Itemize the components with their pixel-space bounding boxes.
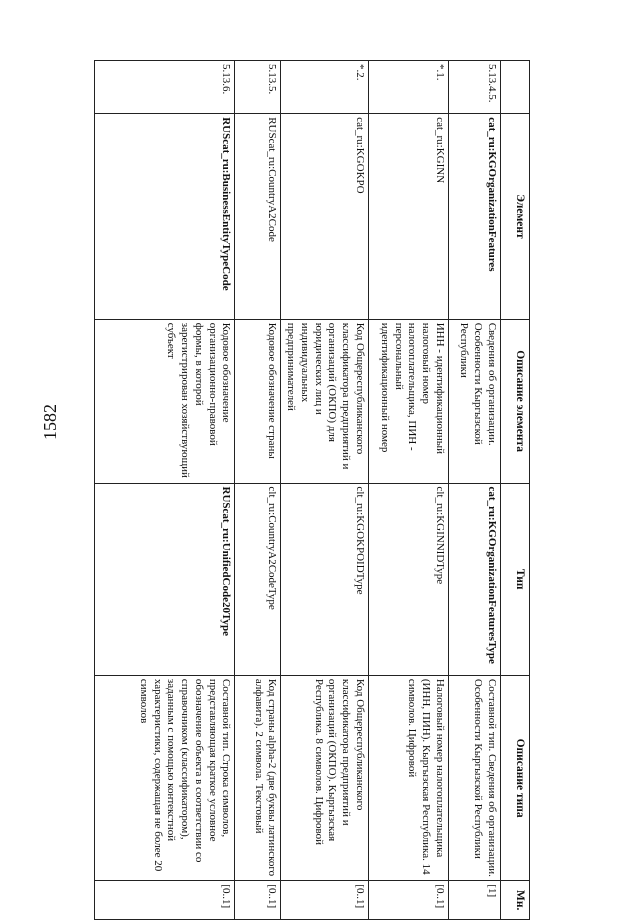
- table-row: [281, 61, 369, 920]
- row-id: 5.13.5.: [235, 61, 281, 114]
- rotated-table-sheet: [110, 60, 530, 920]
- row-element-desc: Код Общереспубликанского классификатора предприятий и организаций (ОКПО) для юридических лиц и индивидуальных предпринимателей: [281, 319, 369, 483]
- header-id: [501, 61, 530, 114]
- row-mn: [1]: [449, 881, 501, 920]
- row-type: cat_ru:KGOrganizationFeaturesType: [449, 483, 501, 675]
- row-element: RUScat_ru:CountryA2Code: [235, 114, 281, 320]
- row-type-desc: Составной тип. Сведения об организации. Особенности Кыргызской Республики: [449, 675, 501, 881]
- row-element-desc: Кодовое обозначение организационно-правовой формы, в которой зарегистрирован хозяйствующий субъект: [95, 319, 235, 483]
- table-row: [235, 61, 281, 920]
- row-type: clt_ru:CountryA2CodeType: [235, 483, 281, 675]
- row-element-desc: Кодовое обозначение страны: [235, 319, 281, 483]
- schema-table: [95, 60, 531, 920]
- row-type-desc: Составной тип. Строка символов, представляющая краткое условное обозначение объекта в соответствии со справочником (классификатором), заданным с помощью контекстной характеристики, содержащая не более 20 символов: [95, 675, 235, 881]
- row-mn: [0..1]: [281, 881, 369, 920]
- row-id: 5.13.6.: [95, 61, 235, 114]
- row-element-desc: Сведения об организации. Особенности Кыргызской Республики: [449, 319, 501, 483]
- row-id: *.2.: [281, 61, 369, 114]
- row-type-desc: Код страны alpha-2 (две буквы латинского алфавита). 2 символа. Текстовый: [235, 675, 281, 881]
- row-element: cat_ru:KGOrganizationFeatures: [449, 114, 501, 320]
- row-mn: [0..1]: [235, 881, 281, 920]
- header-type-desc: Описание типа: [501, 675, 530, 881]
- table-row: [449, 61, 501, 920]
- row-type: clt_ru:KGINNIDType: [369, 483, 449, 675]
- header-type: Тип: [501, 483, 530, 675]
- table-row: [369, 61, 449, 920]
- header-element-desc: Описание элемента: [501, 319, 530, 483]
- row-element-desc: ИНН - идентификационный налоговый номер налогоплательщика, ПИН - персональный идентификационный номер: [369, 319, 449, 483]
- header-element: Элемент: [501, 114, 530, 320]
- row-mn: [0..1]: [369, 881, 449, 920]
- row-id: *.1.: [369, 61, 449, 114]
- page-number: 1582: [40, 404, 60, 440]
- row-id: 5.13.4.5.: [449, 61, 501, 114]
- row-element: cat_ru:KGOKPO: [281, 114, 369, 320]
- row-type-desc: Код Общереспубликанского классификатора предприятий и организаций (ОКПО). Кыргызская Республика. 8 символов. Цифровой: [281, 675, 369, 881]
- row-type: RUScat_ru:UnifiedCode20Type: [95, 483, 235, 675]
- row-type-desc: Налоговый номер налогоплательщика (ИНН, ПИН). Кыргызская Республика. 14 символов. Цифровой: [369, 675, 449, 881]
- row-mn: [0..1]: [95, 881, 235, 920]
- row-element: cat_ru:KGINN: [369, 114, 449, 320]
- row-type: clt_ru:KGOKPOIDType: [281, 483, 369, 675]
- header-mn: Мн.: [501, 881, 530, 920]
- row-element: RUScat_ru:BusinessEntityTypeCode: [95, 114, 235, 320]
- table-header-row: [501, 61, 530, 920]
- table-row: [95, 61, 235, 920]
